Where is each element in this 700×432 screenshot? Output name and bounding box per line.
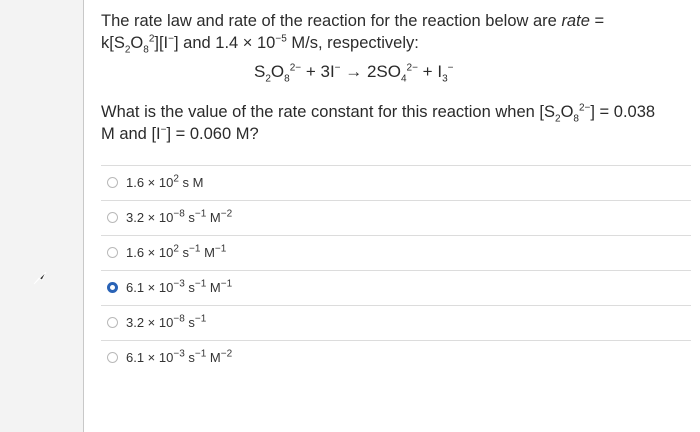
question-text — [101, 10, 661, 54]
radio-button[interactable] — [107, 247, 118, 258]
answer-option-2[interactable] — [101, 201, 691, 236]
option-label[interactable]: $3.2 \times 10^{-8}$ $s^{-1}$ $M^{-2}$ — [126, 208, 233, 225]
question-line-2: $k[S_2O_8^2][I^-]$ and $1.4 \times 10^{-5}$ M/s, respectively: — [101, 33, 419, 56]
question-line-1: The rate law and rate of the reaction for the reaction below are rate = — [101, 12, 605, 30]
answer-option-5[interactable] — [101, 306, 691, 341]
prompt-line-2: M and [I−] = 0.060 M? — [101, 124, 259, 143]
radio-button[interactable] — [107, 317, 118, 328]
question-card — [83, 0, 700, 432]
mouse-cursor-icon — [33, 271, 47, 285]
option-label[interactable]: $1.6 \times 10^2$ $s^{-1}$ $M^{-1}$ — [126, 243, 227, 260]
radio-button-selected[interactable] — [107, 282, 118, 293]
radio-button[interactable] — [107, 212, 118, 223]
radio-button[interactable] — [107, 352, 118, 363]
answer-options — [101, 165, 691, 376]
option-label[interactable]: $1.6 \times 10^2$ s M — [126, 173, 204, 190]
question-prompt — [101, 101, 661, 145]
answer-option-1[interactable] — [101, 166, 691, 201]
option-label[interactable]: $3.2 \times 10^{-8}$ $s^{-1}$ — [126, 313, 207, 330]
option-label[interactable]: $6.1 \times 10^{-3}$ $s^{-1}$ $M^{-2}$ — [126, 348, 233, 365]
radio-button[interactable] — [107, 177, 118, 188]
answer-option-3[interactable] — [101, 236, 691, 271]
answer-option-4[interactable] — [101, 271, 691, 306]
reaction-equation: $S_2O_8^{2-} + 3I^- \to 2SO_4^{2-} + I_3^-$ — [254, 62, 454, 85]
prompt-line-1: What is the value of the rate constant for this reaction when $[S_2O_8^{2-}] = 0.038$ — [101, 102, 656, 125]
answer-option-6[interactable] — [101, 341, 691, 376]
option-label[interactable]: $6.1 \times 10^{-3}$ $s^{-1}$ $M^{-1}$ — [126, 278, 233, 295]
